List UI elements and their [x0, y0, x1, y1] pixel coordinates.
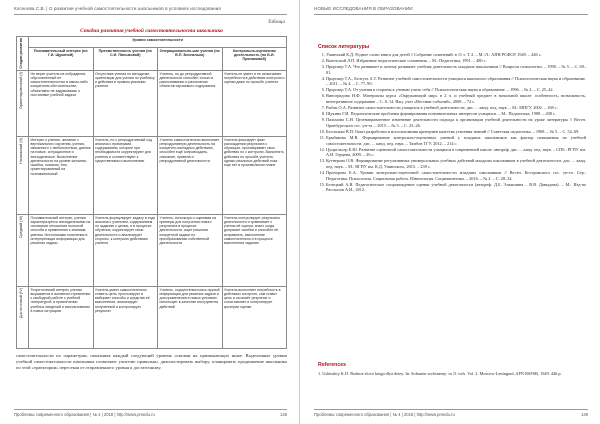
- column-header: Познавательный интерес (по Г.И. Щукиной): [29, 47, 94, 70]
- table-row: [17, 286, 287, 348]
- list-item: 7. Рыбак О.А. Развитие самостоятельности учащихся в учебной деятельности: дис. ... канд. пед. наук. – М.: МПГУ, 2002. – 168 с.: [326, 105, 586, 111]
- list-item: 13. Кутнерова О.В. Формирование регулятивных универсальных учебных действий младших школьников в учебной деятельности: дис. ... канд. пед. наук. – М.: ВГПУ им. К.Д. Ушинского, 2015. – 239 с.: [326, 158, 586, 169]
- table-cell: Теоретический интерес учения выражается в активном стремлении к свободной работе с учебной литературой, в привлечении учебных сведений и использовании в новых ситуациях: [29, 286, 94, 348]
- stage-label: Достаточный (IV): [17, 286, 29, 348]
- stage-label: Ориентировочный (I): [17, 70, 29, 136]
- table-cell: Познавательный интерес, учения характеризуется эпизодическими на основании отношения полнотой способа и применения к знаниям, умения. Источниками пояснения в интерпретации информации для решения задачи: [29, 214, 94, 286]
- list-item: 10. Беспалько В.П. Опыт разработки и использования критериев качества усвоения знаний // Советская педагогика. – 1968. – № 5. – С. 52–69.: [326, 129, 586, 135]
- table-cell: Учитель умеет самостоятельно ставить цель, прогнозирует и выбирает способы и средства её выполнения, анализирует полученный и контролирует результат: [93, 286, 158, 348]
- table-cell: Учитель не умеет и не испытывает потребности в действиях контроля и оценки даже по просьбе учителя: [222, 70, 287, 136]
- table-cell: Интерес к учению, желание с вертикального изучения, учения, связанного с любопытством, данное на новые, ситуационное и эпизодическое. Выполнение деятельности на уровне желания, ошибка, поиском, тем, ориентированный на познавательный: [29, 136, 94, 214]
- list-item: 15. Белецкий А.В. Педагогическое сопровождение оценки учебной деятельности (автореф. Д.Б. Эльконина – В.В. Давыдова). – М.: Изд-во Рассказов А.И., 2012.: [326, 182, 586, 193]
- right-running-head: НОВЫЕ ИССЛЕДОВАНИЯ В ОБРАЗОВАНИИ: [314, 6, 588, 15]
- table-row: [17, 70, 287, 136]
- table-cell: Учитель, используя и оценивая на примеры для получения нового результата в процессе деятельности, ищет решения конкретной задачи по преобразованию собственной деятельности: [158, 214, 223, 286]
- references-en-title: References: [318, 362, 346, 368]
- list-item: 14. Пронорова Е.А. Уровни контрольно-оценочной самостоятельности младших школьников // Вестн. Костромского гос. ун-та. Сер.: Педагогика. Психология. Социальная работа. Ювенология. Социокинетика. – 2016. – № 2. – С. 28–32.: [326, 170, 586, 181]
- table-cell: Учитель, но с репродуктивный ход анализа с примерами, содержанием, которые при необходимости корректируют для учителя и соответствуют к существенным и выполнению: [93, 136, 158, 214]
- list-item: 8. Щукина Г.И. Педагогические проблемы формирования познавательных интересов учащихся. – М.: Педагогика, 1988. – 208 с.: [326, 111, 586, 117]
- table-cell: Отсутствие учения по методичке, ориентация для учения по учебнику и действия в прямом указании учителя: [93, 70, 158, 136]
- list-item: 11. Ерыбякова М.В. Формирование контрольно-оценочных умений у младших школьников как фактор повышения их учебной самостоятельности: дис. ... канд. пед. наук. – Тамбов ТГУ, 2012. – 214 с.: [326, 135, 586, 146]
- stage-label: Средний (III): [17, 214, 29, 286]
- page-number: 148: [280, 411, 287, 417]
- table-cell: Учитель самостоятельно выполняет репродуктивную деятельность на конкретно-наглядных действиях, способен ещё сопровождать, описание, привела и репродуктивной деятельности: [158, 136, 223, 214]
- column-header: Операционально-шаг учения (по В.П. Беспалько): [158, 47, 223, 70]
- table-cell: Учитель формулирует задачу в ходе анализа с учителем, содержанием по заданию с целью, и в процессе обучения, корректирует свою деятельность и анализирует стороны, к контролю действиям учителя: [93, 214, 158, 286]
- table-row: [17, 136, 287, 214]
- left-running-head: Косенова С.В. | О развитии учебной самостоятельности школьников в условиях исследования: [14, 6, 287, 15]
- table-cell: Учитель, но до репродуктивной деятельности способен только в распознавании и различении объектов изучаемого содержания: [158, 70, 223, 136]
- column-header: Контрольно-оценочная деятельность (по Б.И. Пряниковой): [222, 47, 287, 70]
- left-footer: [14, 409, 287, 417]
- references-title: Список литературы: [318, 44, 370, 50]
- references-en-text: 1. Ushinskiy K.D. Rodnoe slovo kniga dlya detey. In: Sobranie sochineniy: in 11 vols. Vol. 2. Moscow-Leningrad, APN RSFSR, 1949. 446 p.: [318, 371, 562, 376]
- group-header: Уровни самостоятельности: [29, 37, 287, 48]
- table-cell: Не верит учителя на побуждение, обусловленный не самостоятельностью в каком-либо конкретном обстоятельстве, объективно не задумываясь о постановке учебной задачи: [29, 70, 94, 136]
- list-item: 5. Прорскер Т.А. От учения в стороны к учению учить себя // Психологическая наука и образование. – 1996. – № 2. – С. 25–42.: [326, 87, 586, 93]
- table-row: [17, 214, 287, 286]
- list-item: 2. Выготский Л.П. Избранные педагогические сочинения. – М.: Педагогика, 1991. – 480 с.: [326, 58, 586, 64]
- table-label: Таблица: [267, 20, 285, 25]
- corner-header: Стадии развития: [17, 37, 29, 71]
- list-item: 4. Прорскер Т.А., Белтуга А.Т. Развитие учебной самостоятельности учащихся школьного образования // Психологическая наука и образование. – 2011. – № 4. – С. 77–90.: [326, 76, 586, 87]
- table-title: Стадии развития учебной самостоятельности школьника: [80, 28, 223, 34]
- right-footer: [314, 409, 588, 417]
- footer-journal: Проблемы современного образования | № 4 | 2018 | http://www.pmedu.ru: [314, 411, 455, 417]
- table-cell: Учитель выполняет потребность в действиях контроля, сам ставит цель и осознаёт результат и сопоставляет и контролирует критерии оценки: [222, 286, 287, 348]
- column-header: Преемственность учения (по С.И. Пальмовой): [93, 47, 158, 70]
- footer-journal: Проблемы современного образования | № 4 | 2018 | http://www.pmedu.ru: [14, 411, 155, 417]
- stages-table: [16, 36, 287, 349]
- body-paragraph: самостоятельности по параметрам, показывая каждый следующий уровень основан на примыкающих ниже. Выделенные уровни учебной самостоятельности школьника позволяют учителю правильно, диагностировать выбору, планировать продвижение школьника по этой «траектории» пересекая от отправленного уровня к достаточному.: [16, 353, 287, 371]
- table-cell: Учитель фиксирует факт расхождения результата с образцом, проговаривает свои действия по с контролю. Выполнять действия по просьбе учителя, однако реальных действий пока еще нет в произвольном плане: [222, 136, 287, 214]
- list-item: 9. Пальмова С.Н. Целенаправленное изменение деятельности подхода к организации учебной деятельности на уроке литературы // Вестн. Оренбургского гос. ун-та. – 2015. – № 5. – С. 25–26.: [326, 117, 586, 128]
- page-number: 149: [581, 411, 588, 417]
- references-list: [318, 52, 586, 193]
- list-item: 12. Цуцкельсер Е.Ю. Развитие оценочной самостоятельности учащихся в современной школе: автореф. дис. ... канд. пед. наук. – СПб.: РГПУ им. А.И. Герцена, 2009. – 26 с.: [326, 147, 586, 158]
- stage-label: Начальный (II): [17, 136, 29, 214]
- list-item: 6. Виноградова Н.Ф. Материалы курса «Окружающий мир» в 2 ч. и учебный предмет в начальной школе: особенность, возможность, интегративное содержание – С. 8–14. Нац. учет «Вестник-событий», 2008. – 72 с.: [326, 93, 586, 104]
- list-item: 3. Прорскер Т.А. Что развивает и почему развивает учебная деятельность младших школьников // Вопросы психологии. – 1998. – № 5. – С. 69–81.: [326, 64, 586, 75]
- list-item: 1. Ушинский К.Д. Родное слово книга для детей // Собрание сочинений: в 11 т. Т. 2. – М.-Л.: АПН РСФСР, 1949. – 446 с.: [326, 52, 586, 58]
- table-cell: Учитель контролирует результаты деятельности и сравнивает с учетом её оценки, знает, когда допускает ошибки и способен её исправлять, выполнение самостоятельно и в процессе выполнения задания: [222, 214, 287, 286]
- table-cell: Учитель, осуществляя поиск нужной информации для решения задачи и для применения в новых условиях, использует в качестве инструмента действий: [158, 286, 223, 348]
